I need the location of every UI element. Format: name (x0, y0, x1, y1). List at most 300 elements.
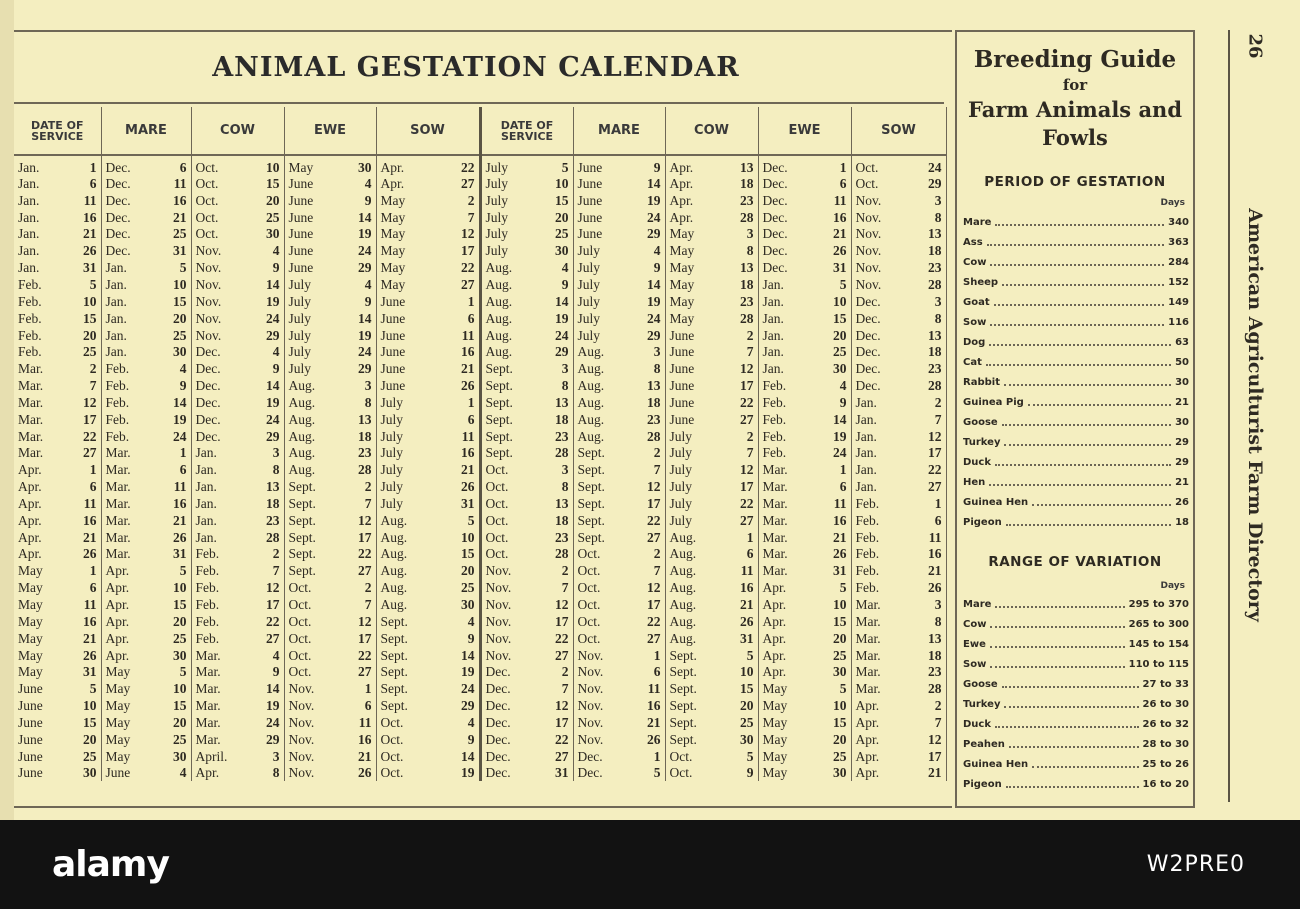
table-row (14, 714, 946, 731)
day: 30 (83, 765, 97, 781)
date-cell (376, 529, 480, 546)
day: 31 (461, 495, 475, 511)
month: Jan. (105, 310, 127, 326)
month: June (577, 160, 603, 175)
month: Jan. (18, 209, 40, 225)
month: Mar. (762, 512, 788, 528)
date-cell (851, 209, 946, 226)
day: 8 (934, 613, 942, 629)
month: Feb. (762, 428, 787, 444)
month: Nov. (195, 293, 222, 309)
month: Dec. (105, 243, 131, 259)
table-row (14, 546, 946, 563)
day: 11 (173, 175, 187, 191)
day: 17 (740, 378, 754, 394)
calendar-header-row (14, 107, 946, 155)
day: 16 (83, 209, 97, 225)
date-cell (480, 613, 573, 630)
date-cell (284, 445, 376, 462)
day: 5 (839, 681, 847, 697)
list-item (963, 312, 1189, 332)
date-cell (665, 360, 758, 377)
month: May (105, 681, 131, 697)
day: 2 (364, 580, 372, 596)
month: May (762, 765, 788, 781)
day: 25 (833, 647, 847, 663)
month: Sept. (485, 378, 513, 394)
day: 15 (833, 613, 847, 629)
day: 6 (653, 664, 661, 680)
day: 14 (555, 293, 569, 309)
date-cell (191, 663, 284, 680)
month: Mar. (105, 445, 131, 461)
day: 27 (740, 512, 754, 528)
month: Sept. (380, 664, 408, 680)
month: June (669, 361, 695, 377)
month: Feb. (195, 563, 220, 579)
dot-leader (1006, 524, 1171, 526)
dot-leader (990, 264, 1164, 266)
month: Mar. (18, 445, 44, 461)
day: 3 (746, 226, 754, 242)
day: 20 (740, 698, 754, 714)
day: 11 (83, 192, 97, 208)
date-cell (101, 613, 191, 630)
variation-days-label: Days (1160, 581, 1185, 591)
month: Jan. (762, 293, 784, 309)
month: Nov. (577, 698, 604, 714)
day: 21 (461, 462, 475, 478)
month: Aug. (288, 378, 316, 394)
dot-leader (1002, 424, 1171, 426)
date-cell (284, 242, 376, 259)
day: 7 (934, 411, 942, 427)
month: July (380, 479, 404, 495)
date-cell (191, 327, 284, 344)
date-cell (376, 209, 480, 226)
date-cell (376, 428, 480, 445)
day: 14 (461, 748, 475, 764)
day: 17 (555, 613, 569, 629)
date-cell (758, 697, 851, 714)
day: 9 (179, 378, 187, 394)
days-value: 21 (1175, 396, 1189, 408)
day: 12 (555, 597, 569, 613)
day: 8 (272, 765, 280, 781)
list-item (963, 754, 1189, 774)
month: June (669, 378, 695, 394)
month: Mar. (762, 462, 788, 478)
day: 28 (740, 209, 754, 225)
month: Jan. (855, 462, 877, 478)
month: Oct. (669, 765, 693, 781)
month: June (18, 714, 43, 730)
day: 26 (83, 546, 97, 562)
day: 23 (928, 664, 942, 680)
days-value: 116 (1168, 316, 1189, 328)
month: Feb. (195, 597, 220, 613)
month: May (105, 698, 131, 714)
day: 10 (555, 175, 569, 191)
month: Apr. (855, 731, 880, 747)
month: Sept. (485, 394, 513, 410)
month: May (762, 681, 788, 697)
day: 29 (266, 731, 280, 747)
day: 20 (833, 731, 847, 747)
day: 4 (272, 243, 280, 259)
date-cell (101, 327, 191, 344)
date-cell (665, 680, 758, 697)
month: April. (195, 748, 228, 764)
day: 3 (934, 293, 942, 309)
date-cell (573, 579, 665, 596)
month: Nov. (288, 748, 315, 764)
list-item (963, 614, 1189, 634)
column-header: DATE OF SERVICE (480, 107, 573, 155)
date-cell (758, 242, 851, 259)
day: 18 (740, 276, 754, 292)
day: 26 (740, 613, 754, 629)
dot-leader (989, 484, 1171, 486)
date-cell (376, 155, 480, 175)
month: Feb. (18, 293, 42, 309)
month: Oct. (288, 613, 312, 629)
date-cell (376, 327, 480, 344)
day: 25 (555, 226, 569, 242)
date-cell (376, 512, 480, 529)
month: July (288, 293, 312, 309)
list-item (963, 252, 1189, 272)
day: 20 (555, 209, 569, 225)
date-cell (573, 428, 665, 445)
month: Apr. (762, 597, 787, 613)
dot-leader (1004, 706, 1138, 708)
date-cell (284, 697, 376, 714)
day: 26 (83, 243, 97, 259)
day: 3 (272, 748, 280, 764)
month: Feb. (18, 276, 42, 292)
month: Jan. (18, 260, 40, 276)
day: 9 (561, 276, 569, 292)
date-cell (758, 411, 851, 428)
animal-name: Pigeon (963, 516, 1002, 528)
month: Dec. (762, 160, 788, 175)
date-cell (14, 276, 101, 293)
date-cell (480, 428, 573, 445)
table-row (14, 276, 946, 293)
month: Jan. (18, 175, 40, 191)
date-cell (480, 394, 573, 411)
breeding-guide (955, 30, 1195, 808)
date-cell (665, 377, 758, 394)
month: Sept. (380, 630, 408, 646)
day: 27 (358, 563, 372, 579)
day: 28 (928, 378, 942, 394)
month: Jan. (762, 327, 784, 343)
days-value: 30 (1175, 416, 1189, 428)
day: 12 (647, 479, 661, 495)
month: Sept. (380, 698, 408, 714)
day: 21 (173, 512, 187, 528)
month: Feb. (18, 310, 42, 326)
month: Mar. (762, 563, 788, 579)
animal-name: Peahen (963, 738, 1005, 750)
day: 5 (89, 276, 97, 292)
date-cell (14, 377, 101, 394)
dot-leader (995, 606, 1124, 608)
date-cell (851, 192, 946, 209)
date-cell (851, 242, 946, 259)
day: 19 (358, 226, 372, 242)
month: Aug. (577, 411, 605, 427)
month: Sept. (485, 428, 513, 444)
calendar-body (14, 155, 946, 781)
day: 31 (83, 260, 97, 276)
day: 27 (555, 647, 569, 663)
month: Nov. (195, 310, 222, 326)
table-row (14, 596, 946, 613)
list-item (963, 392, 1189, 412)
date-cell (851, 512, 946, 529)
month: Mar. (105, 495, 131, 511)
month: Aug. (288, 428, 316, 444)
day: 10 (83, 698, 97, 714)
day: 19 (461, 664, 475, 680)
day: 20 (173, 714, 187, 730)
day: 14 (173, 394, 187, 410)
animal-name: Guinea Hen (963, 496, 1029, 508)
date-cell (480, 226, 573, 243)
month: Feb. (195, 580, 220, 596)
date-cell (480, 276, 573, 293)
day: 9 (467, 630, 475, 646)
date-cell (376, 680, 480, 697)
date-cell (101, 647, 191, 664)
day: 3 (653, 344, 661, 360)
date-cell (758, 276, 851, 293)
date-cell (14, 546, 101, 563)
month: May (762, 714, 788, 730)
month: June (380, 344, 406, 360)
month: Oct. (855, 160, 879, 175)
month: May (669, 276, 695, 292)
table-row (14, 428, 946, 445)
month: May (669, 243, 695, 259)
date-cell (573, 697, 665, 714)
day: 9 (467, 731, 475, 747)
day: 2 (89, 361, 97, 377)
date-cell (191, 765, 284, 782)
day: 7 (746, 344, 754, 360)
list-item (963, 352, 1189, 372)
date-cell (191, 226, 284, 243)
day: 18 (740, 175, 754, 191)
month: Nov. (485, 597, 512, 613)
date-cell (480, 293, 573, 310)
dot-leader (1032, 766, 1138, 768)
day: 1 (934, 495, 942, 511)
day: 7 (934, 714, 942, 730)
dot-leader (990, 646, 1125, 648)
day: 2 (467, 192, 475, 208)
date-cell (191, 360, 284, 377)
date-cell (284, 209, 376, 226)
date-cell (191, 192, 284, 209)
month: Aug. (669, 597, 697, 613)
day: 11 (740, 563, 754, 579)
month: Jan. (195, 445, 217, 461)
day: 6 (89, 175, 97, 191)
date-cell (480, 411, 573, 428)
day: 4 (272, 344, 280, 360)
day: 23 (740, 192, 754, 208)
dot-leader (986, 364, 1171, 366)
day: 27 (740, 411, 754, 427)
days-value: 26 to 32 (1142, 718, 1189, 730)
list-item (963, 452, 1189, 472)
month: May (105, 714, 131, 730)
month: May (669, 293, 695, 309)
day: 10 (740, 664, 754, 680)
animal-name: Rabbit (963, 376, 1000, 388)
day: 29 (461, 698, 475, 714)
date-cell (284, 731, 376, 748)
day: 3 (561, 462, 569, 478)
month: Jan. (105, 344, 127, 360)
date-cell (101, 192, 191, 209)
month: July (380, 462, 404, 478)
day: 7 (561, 681, 569, 697)
month: Jan. (105, 327, 127, 343)
guide-title-line3: Farm Animals and Fowls (968, 97, 1182, 150)
day: 27 (647, 630, 661, 646)
month: June (18, 681, 43, 697)
table-row (14, 242, 946, 259)
column-header: DATE OF SERVICE (14, 107, 101, 155)
animal-name: Ass (963, 236, 983, 248)
date-cell (665, 428, 758, 445)
day: 2 (934, 394, 942, 410)
month: June (105, 765, 131, 781)
month: Oct. (195, 226, 219, 242)
page-gutter (0, 0, 14, 820)
date-cell (758, 613, 851, 630)
day: 27 (83, 445, 97, 461)
date-cell (14, 209, 101, 226)
date-cell (376, 343, 480, 360)
day: 7 (746, 445, 754, 461)
animal-name: Cat (963, 356, 982, 368)
day: 15 (83, 310, 97, 326)
month: Feb. (105, 411, 130, 427)
days-value: 63 (1175, 336, 1189, 348)
day: 29 (266, 428, 280, 444)
day: 8 (561, 479, 569, 495)
day: 20 (173, 613, 187, 629)
day: 16 (173, 192, 187, 208)
month: Nov. (485, 613, 512, 629)
month: July (485, 175, 509, 191)
day: 25 (461, 580, 475, 596)
date-cell (665, 310, 758, 327)
day: 4 (179, 361, 187, 377)
month: Nov. (288, 765, 315, 781)
date-cell (284, 192, 376, 209)
month: May (18, 647, 43, 663)
day: 5 (467, 512, 475, 528)
date-cell (14, 175, 101, 192)
month: Dec. (577, 748, 603, 764)
month: Feb. (195, 630, 220, 646)
day: 14 (266, 276, 280, 292)
date-cell (758, 209, 851, 226)
guide-title-line1: Breeding Guide (973, 46, 1177, 73)
month: Oct. (380, 765, 404, 781)
date-cell (573, 327, 665, 344)
month: June (288, 260, 314, 276)
table-row (14, 478, 946, 495)
date-cell (14, 630, 101, 647)
date-cell (573, 343, 665, 360)
day: 24 (647, 209, 661, 225)
date-cell (851, 697, 946, 714)
day: 17 (647, 597, 661, 613)
date-cell (665, 546, 758, 563)
day: 16 (461, 445, 475, 461)
month: Apr. (105, 630, 130, 646)
month: Sept. (669, 714, 697, 730)
month: Dec. (762, 175, 788, 191)
month: Jan. (762, 276, 784, 292)
day: 9 (364, 192, 372, 208)
month: July (577, 260, 601, 276)
column-header: MARE (573, 107, 665, 155)
date-cell (376, 310, 480, 327)
list-item (963, 654, 1189, 674)
month: Apr. (18, 462, 42, 478)
date-cell (191, 680, 284, 697)
date-cell (573, 360, 665, 377)
date-cell (665, 155, 758, 175)
day: 11 (647, 681, 661, 697)
dot-leader (1006, 786, 1139, 788)
day: 5 (179, 260, 187, 276)
date-cell (573, 461, 665, 478)
day: 23 (928, 260, 942, 276)
date-cell (14, 748, 101, 765)
day: 23 (740, 293, 754, 309)
date-cell (851, 546, 946, 563)
month: June (18, 765, 43, 781)
month: Mar. (855, 630, 881, 646)
day: 9 (272, 664, 280, 680)
month: Dec. (105, 209, 131, 225)
date-cell (851, 765, 946, 782)
date-cell (284, 562, 376, 579)
month: July (577, 327, 601, 343)
day: 12 (740, 361, 754, 377)
month: Mar. (18, 428, 44, 444)
date-cell (480, 663, 573, 680)
day: 24 (173, 428, 187, 444)
day: 31 (173, 546, 187, 562)
days-value: 26 to 30 (1142, 698, 1189, 710)
date-cell (14, 663, 101, 680)
day: 1 (746, 529, 754, 545)
month: May (105, 664, 131, 680)
date-cell (191, 562, 284, 579)
day: 14 (647, 175, 661, 191)
